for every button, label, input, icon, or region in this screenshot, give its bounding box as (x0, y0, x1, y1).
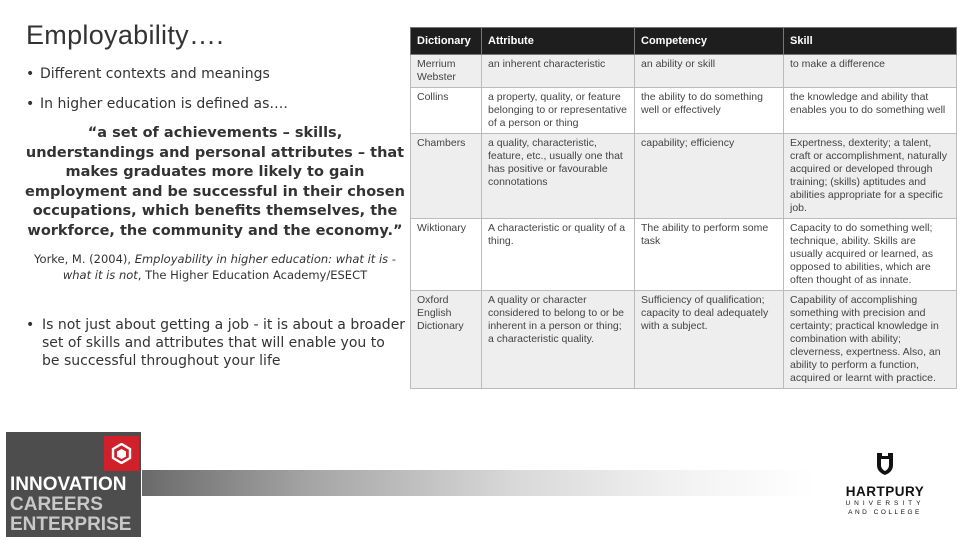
cell-skill: Capacity to do something well; technique, ability. Skills are usually acquired or learned, as opposed to abilities, which are often thought of as innate. (784, 219, 957, 291)
bullet-dot: • (26, 96, 35, 112)
table-row (411, 291, 957, 389)
definitions-table (410, 27, 957, 389)
bullet-contexts (26, 66, 270, 82)
slide-title: Employability…. (26, 20, 225, 50)
cell-attribute: a property, quality, or feature belonging to or representative of a person or thing (482, 88, 635, 134)
header-competency: Competency (635, 28, 784, 55)
header-dictionary: Dictionary (411, 28, 482, 55)
hexagon-icon (111, 443, 132, 464)
bullet-dot: • (26, 66, 35, 82)
header-attribute: Attribute (482, 28, 635, 55)
bullet-dot: • (26, 317, 35, 333)
citation-title: Employability in higher education: what it is - what it is not (62, 252, 396, 282)
cell-dictionary: Collins (411, 88, 482, 134)
definition-quote: “a set of achievements – skills, understandings and personal attributes – that makes graduates more likely to gain employment and be successful in their chosen occupations, which benefits themselves, the workforce, the community and the economy.” (25, 125, 405, 239)
table-row (411, 219, 957, 291)
hartpury-university: UNIVERSITY (845, 500, 925, 507)
cell-attribute: a quality, characteristic, feature, etc., usually one that has positive or favourable connotations (482, 134, 635, 219)
bullet-text: Different contexts and meanings (40, 66, 270, 82)
header-skill: Skill (784, 28, 957, 55)
bullet-text: Is not just about getting a job - it is about a broader set of skills and attributes that will enable you to be successful throughout your life (42, 317, 406, 369)
cell-dictionary: Oxford English Dictionary (411, 291, 482, 389)
table-row (411, 88, 957, 134)
table-header-row (411, 28, 957, 55)
cell-competency: an ability or skill (635, 55, 784, 88)
cell-skill: to make a difference (784, 55, 957, 88)
cell-attribute: an inherent characteristic (482, 55, 635, 88)
cell-dictionary: Wiktionary (411, 219, 482, 291)
hartpury-logo (815, 434, 955, 534)
citation-publisher: , The Higher Education Academy/ESECT (137, 268, 368, 282)
hartpury-name: HARTPURY (845, 484, 925, 499)
bullet-text: In higher education is defined as…. (40, 96, 288, 112)
cell-competency: The ability to perform some task (635, 219, 784, 291)
cell-skill: Expertness, dexterity; a talent, craft or accomplishment, naturally acquired or developed through training; (skills) aptitudes and abilities appropriate for a specific job. (784, 134, 957, 219)
cell-skill: Capability of accomplishing something with precision and certainty; practical knowledge in combination with ability; cleverness, expertness. Also, an ability to perform a function, acquired or learnt with practice. (784, 291, 957, 389)
cell-attribute: A quality or character considered to belong to or be inherent in a person or thing; a characteristic quality. (482, 291, 635, 389)
shield-icon (875, 452, 895, 476)
table-row (411, 134, 957, 219)
logo-word-careers: CAREERS (10, 494, 103, 515)
cell-dictionary: Chambers (411, 134, 482, 219)
footer-gradient-bar (142, 470, 814, 496)
cell-attribute: A characteristic or quality of a thing. (482, 219, 635, 291)
cell-dictionary: Merrium Webster (411, 55, 482, 88)
cell-competency: Sufficiency of qualification; capacity to deal adequately with a subject. (635, 291, 784, 389)
logo-emblem (104, 436, 139, 471)
bullet-higher-education (26, 96, 288, 112)
table-row (411, 55, 957, 88)
bullet-not-just-a-job (26, 316, 406, 370)
cell-competency: capability; efficiency (635, 134, 784, 219)
citation (22, 251, 408, 283)
hartpury-and-college: AND COLLEGE (848, 509, 922, 516)
cell-competency: the ability to do something well or effectively (635, 88, 784, 134)
logo-word-enterprise: ENTERPRISE (10, 514, 132, 535)
citation-author: Yorke, M. (2004), (34, 252, 135, 266)
innovation-careers-enterprise-logo (6, 432, 141, 537)
cell-skill: the knowledge and ability that enables you to do something well (784, 88, 957, 134)
logo-word-innovation: INNOVATION (10, 474, 127, 495)
